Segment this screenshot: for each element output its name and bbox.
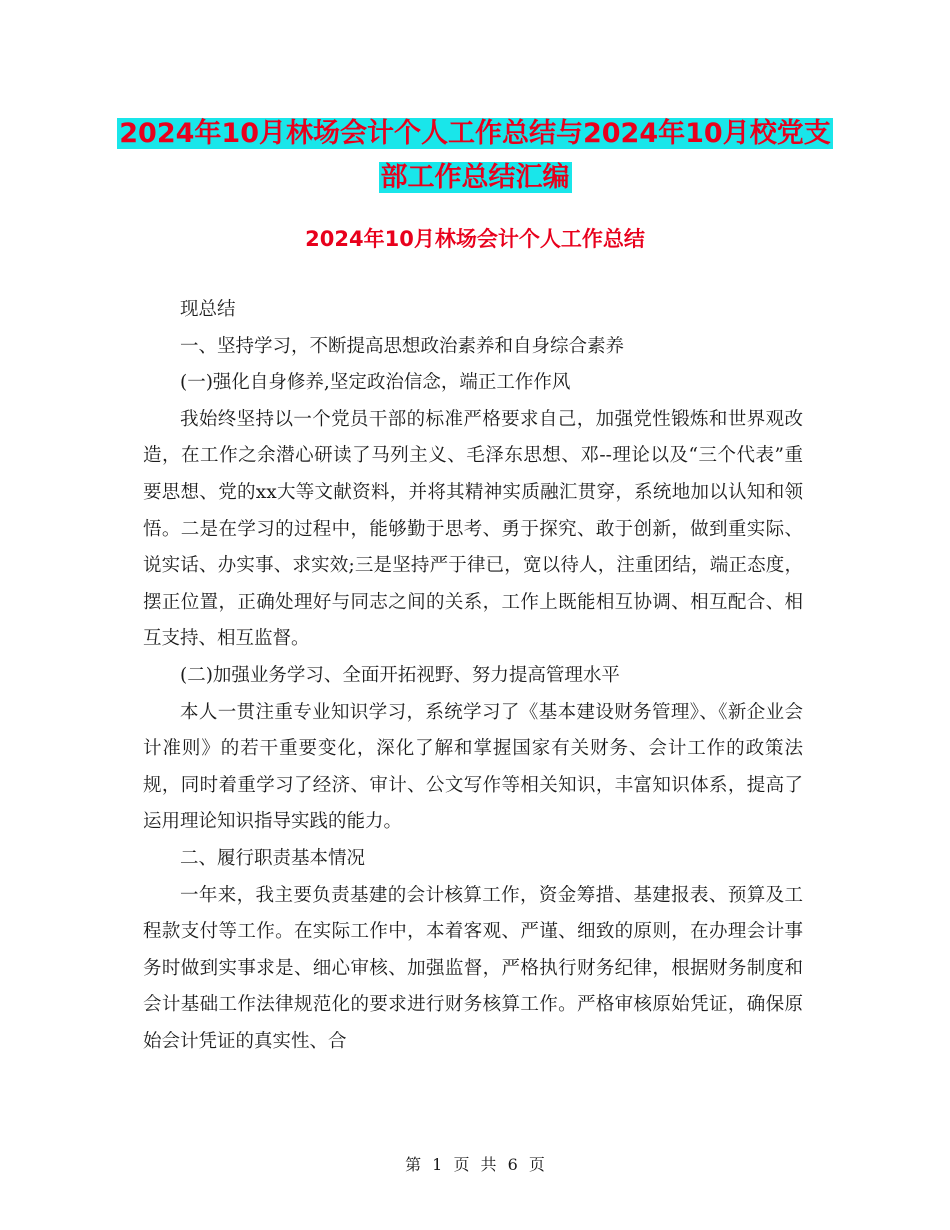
document-title-highlight: 2024年10月林场会计个人工作总结与2024年10月校党支部工作总结汇编 — [119, 118, 831, 193]
heading-part-one: 一、坚持学习，不断提高思想政治素养和自身综合素养 — [180, 335, 625, 357]
paragraph-duties: 一年来，我主要负责基建的会计核算工作，资金筹措、基建报表、预算及工程款支付等工作。在实际工作中，本着客观、严谨、细致的原则，在办理会计事务时做到实事求是、细心审核、加强监督，严格执行财务纪律，根据财务制度和会计基础工作法律规范化的要求进行财务核算工作。严格审核原始凭证，确保原始会计凭证的真实性、合 — [143, 884, 803, 1052]
page-footer: 第 1 页 共 6 页 — [405, 1155, 545, 1174]
document-title — [110, 112, 840, 200]
heading-part-two: 二、履行职责基本情况 — [180, 847, 366, 869]
document-body — [143, 292, 803, 1060]
section-title: 2024年10月林场会计个人工作总结 — [305, 227, 645, 251]
subheading-two: (二)加强业务学习、全面开拓视野、努力提高管理水平 — [180, 664, 620, 686]
paragraph-self-cultivation: 我始终坚持以一个党员干部的标准严格要求自己，加强党性锻炼和世界观改造，在工作之余潜心研读了马列主义、毛泽东思想、邓--理论以及“三个代表”重要思想、党的xx大等文献资料，并将其精神实质融汇贯穿，系统地加以认知和领悟。二是在学习的过程中，能够勤于思考、勇于探究、敢于创新，做到重实际、说实话、办实事、求实效;三是坚持严于律已，宽以待人，注重团结，端正态度，摆正位置，正确处理好与同志之间的关系，工作上既能相互协调、相互配合、相互支持、相互监督。 — [143, 408, 803, 650]
paragraph-professional-study: 本人一贯注重专业知识学习，系统学习了《基本建设财务管理》、《新企业会计准则》的若干重要变化，深化了解和掌握国家有关财务、会计工作的政策法规，同时着重学习了经济、审计、公文写作等相关知识，丰富知识体系，提高了运用理论知识指导实践的能力。 — [143, 701, 803, 833]
subheading-one: (一)强化自身修养,坚定政治信念，端正工作作风 — [180, 372, 571, 394]
paragraph-intro: 现总结 — [180, 299, 236, 320]
